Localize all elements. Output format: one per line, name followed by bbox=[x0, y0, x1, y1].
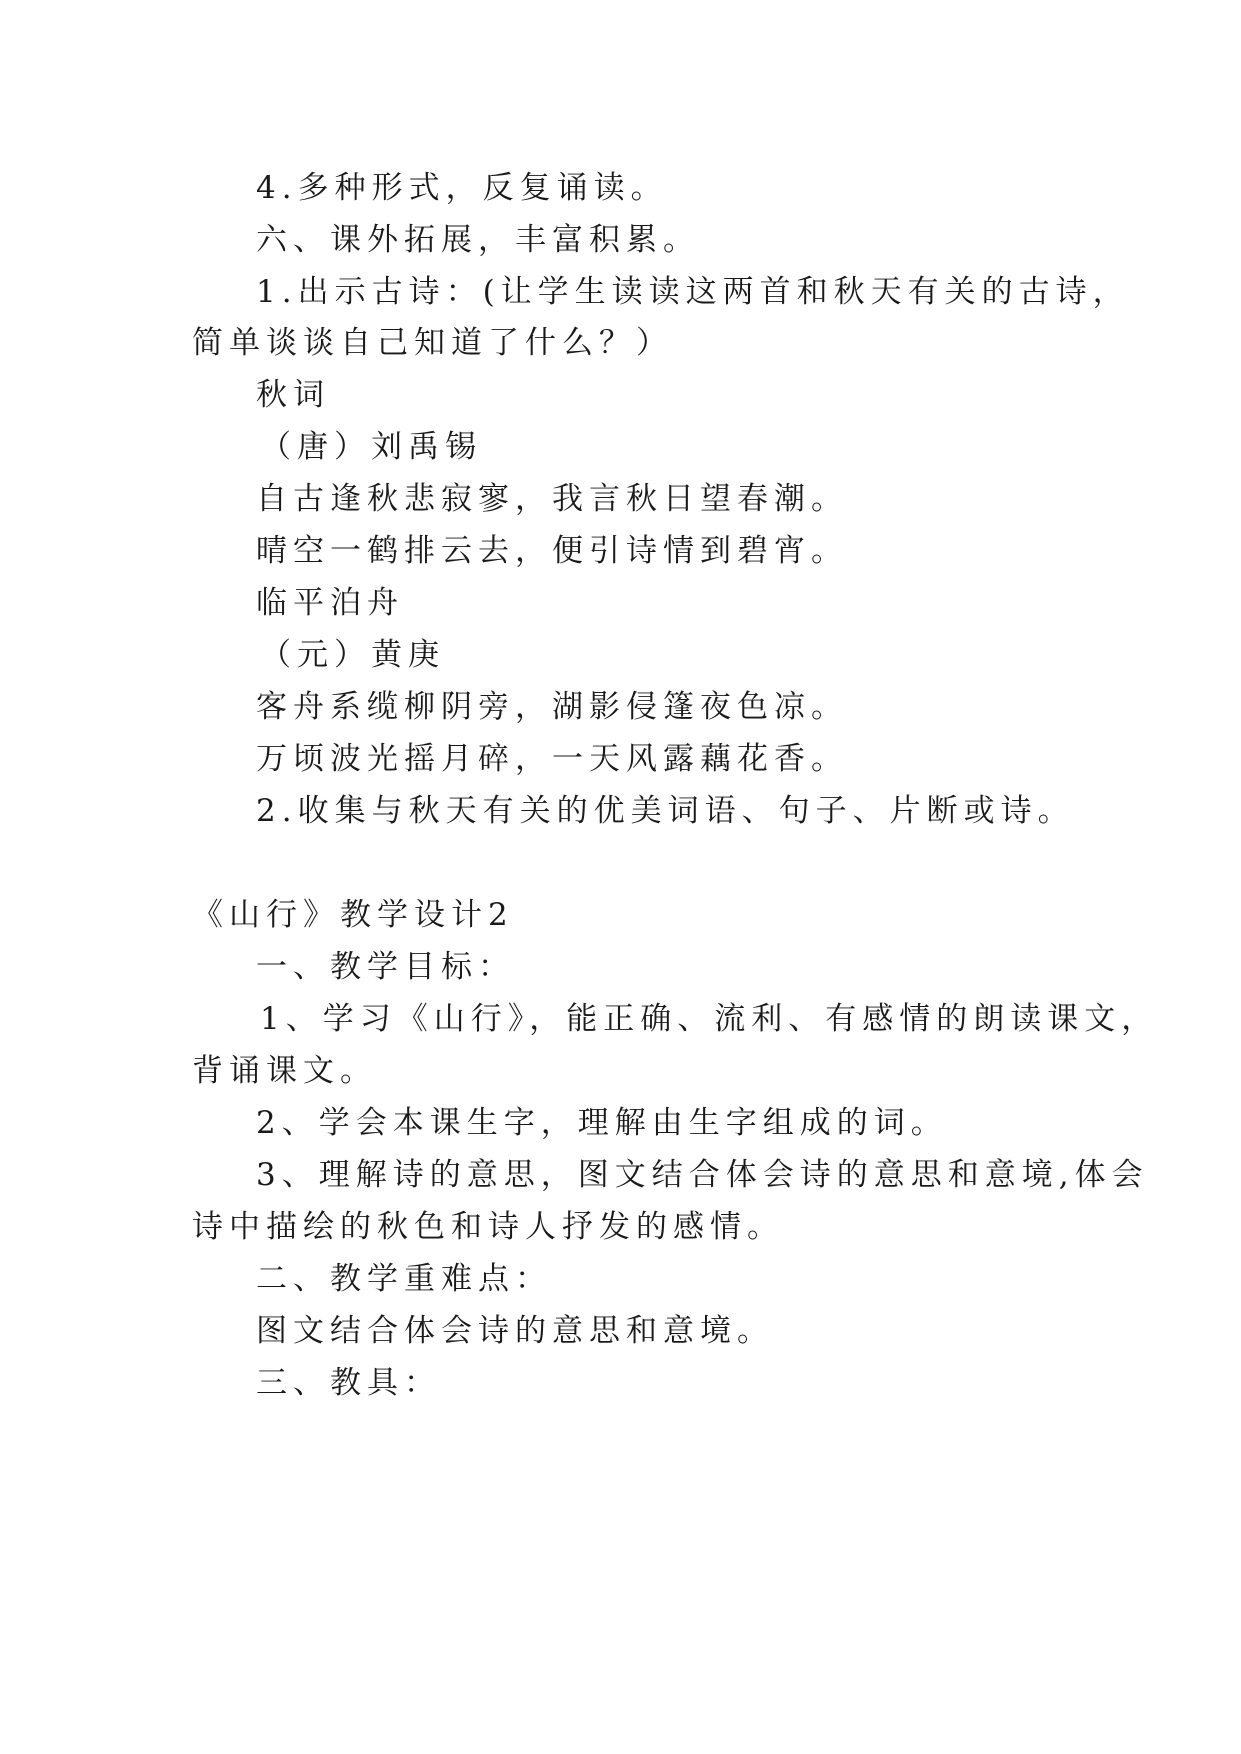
poem-title: 秋词 bbox=[256, 377, 330, 413]
poem-line: 万顷波光摇月碎，一天风露藕花香。 bbox=[256, 741, 848, 777]
section-heading: 六、课外拓展，丰富积累。 bbox=[256, 222, 700, 258]
section-heading: 一、教学目标： bbox=[256, 949, 515, 985]
section-heading: 二、教学重难点： bbox=[256, 1261, 552, 1297]
poem-title: 临平泊舟 bbox=[256, 585, 404, 621]
text-line: 1、学习《山行》，能正确、流利、有感情的朗读课文， bbox=[260, 1001, 1159, 1037]
poem-author: （唐）刘禹锡 bbox=[260, 429, 482, 465]
text-line: 简单谈谈自己知道了什么？） bbox=[192, 325, 673, 361]
text-line: 2、学会本课生字，理解由生字组成的词。 bbox=[256, 1105, 948, 1141]
text-line: 4.多种形式，反复诵读。 bbox=[256, 170, 668, 206]
poem-line: 自古逢秋悲寂寥，我言秋日望春潮。 bbox=[256, 481, 848, 517]
poem-line: 客舟系缆柳阴旁，湖影侵篷夜色凉。 bbox=[256, 689, 848, 725]
text-line: 2.收集与秋天有关的优美词语、句子、片断或诗。 bbox=[256, 793, 1075, 829]
text-line: 诗中描绘的秋色和诗人抒发的感情。 bbox=[192, 1209, 784, 1245]
text-line: 图文结合体会诗的意思和意境。 bbox=[256, 1313, 774, 1349]
poem-author: （元）黄庚 bbox=[260, 637, 445, 673]
text-line: 1.出示古诗：(让学生读读这两首和秋天有关的古诗， bbox=[256, 274, 1130, 310]
section-heading: 三、教具： bbox=[256, 1365, 441, 1401]
text-line: 背诵课文。 bbox=[192, 1053, 377, 1089]
document-title: 《山行》教学设计2 bbox=[192, 897, 514, 933]
poem-line: 晴空一鹤排云去，便引诗情到碧宵。 bbox=[256, 533, 848, 569]
text-line: 3、理解诗的意思，图文结合体会诗的意思和意境,体会 bbox=[256, 1157, 1149, 1193]
